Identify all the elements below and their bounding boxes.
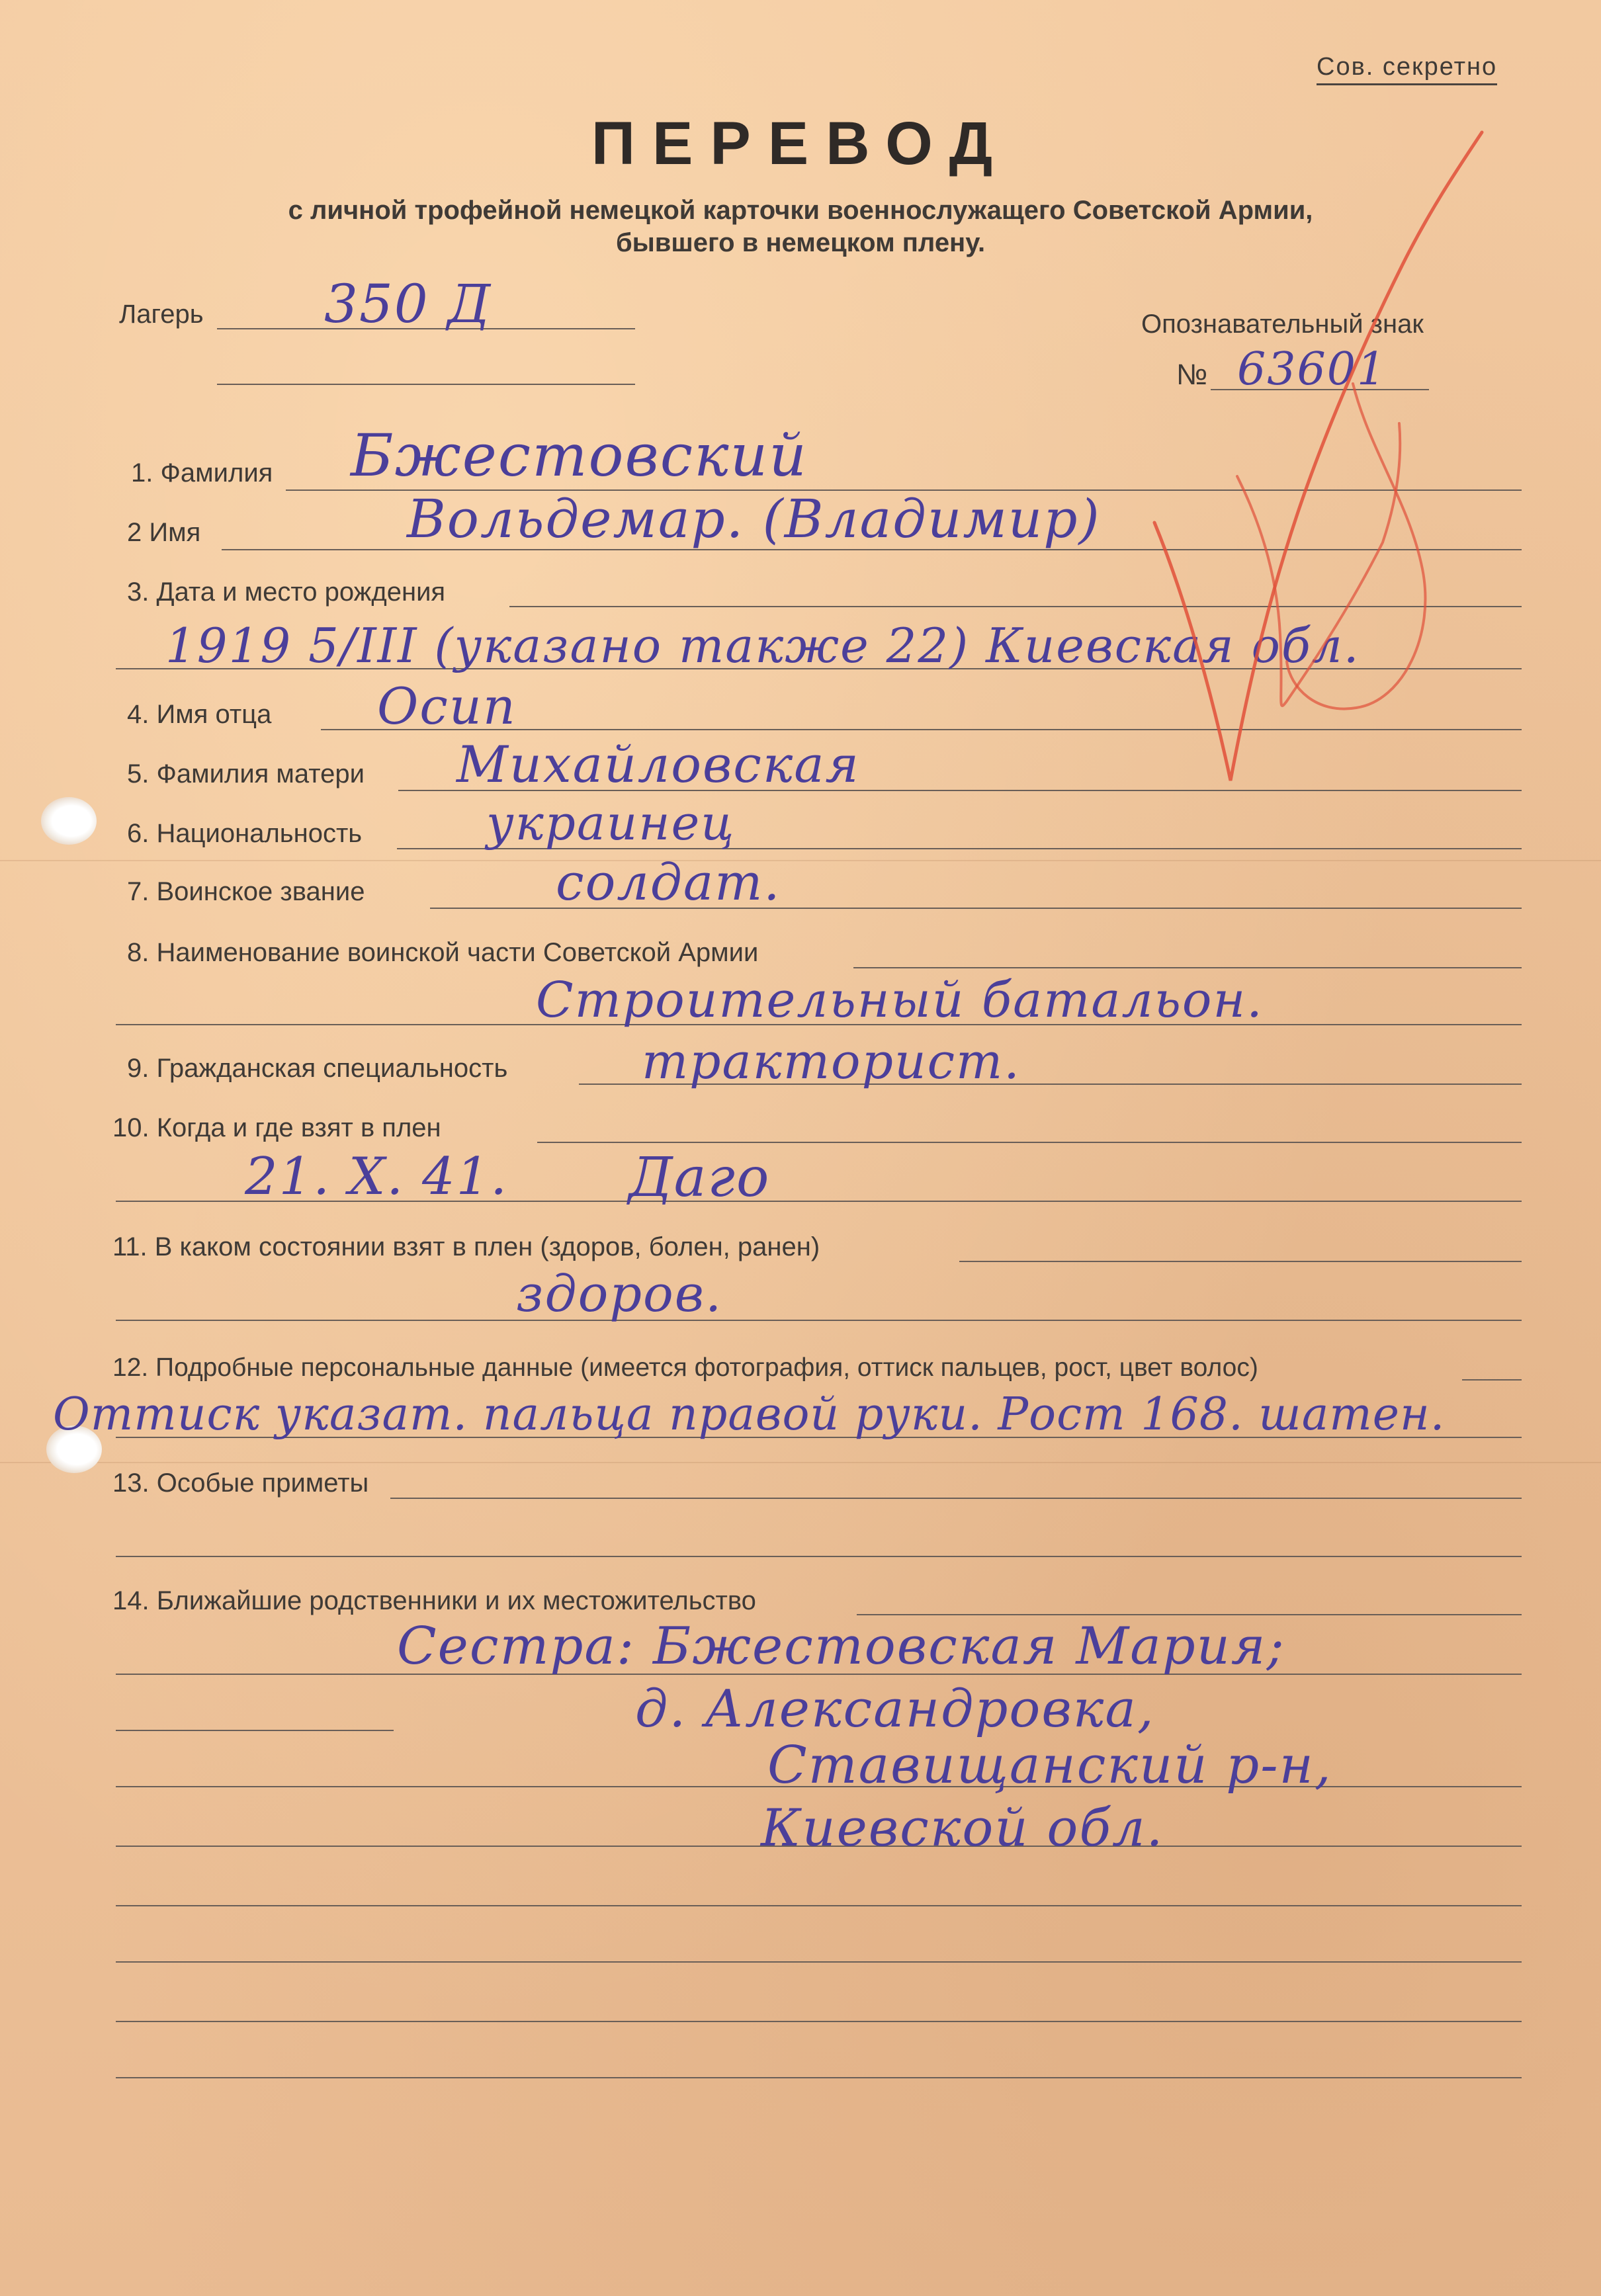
field-13-rule-2 <box>116 1556 1522 1557</box>
field-3-label: 3. Дата и место рождения <box>127 577 446 607</box>
field-14-label: 14. Ближайшие родственники и их местожительство <box>112 1586 756 1615</box>
field-12-label: 12. Подробные персональные данные (имеется фотография, оттиск пальцев, рост, цвет волос) <box>112 1353 1258 1382</box>
field-7-value: солдат. <box>556 853 781 912</box>
subtitle-line-2: бывшего в немецком плену. <box>615 228 986 257</box>
field-14-rule-9 <box>116 2077 1522 2078</box>
field-11-value: здоров. <box>516 1264 723 1323</box>
camp-label: Лагерь <box>119 300 204 329</box>
field-14-line-1: Сестра: Бжестовская Мария; <box>397 1617 1285 1676</box>
field-14-rule-7 <box>116 1961 1522 1963</box>
field-4-value: Осип <box>377 677 517 736</box>
field-8-value: Строительный батальон. <box>536 972 1264 1029</box>
punch-hole <box>41 797 97 845</box>
field-9-label: 9. Гражданская специальность <box>127 1054 508 1083</box>
field-10-place: Даго <box>628 1146 771 1209</box>
field-14-line-2: д. Александровка, <box>635 1679 1155 1739</box>
id-mark-number-sign: № <box>1176 359 1208 391</box>
field-10-label: 10. Когда и где взят в плен <box>112 1113 441 1142</box>
field-3-rule <box>509 606 1522 607</box>
field-2-value: Вольдемар. (Владимир) <box>407 488 1101 550</box>
paper-fold <box>0 1462 1601 1463</box>
camp-value: 350 Д <box>324 273 492 335</box>
document-title: ПЕРЕВОД <box>591 110 1010 177</box>
field-13-rule <box>390 1498 1522 1499</box>
field-10-date: 21. X. 41. <box>245 1147 509 1207</box>
camp-rule-2 <box>217 384 635 385</box>
field-14-rule-6 <box>116 1905 1522 1906</box>
field-13-label: 13. Особые приметы <box>112 1468 369 1498</box>
field-14-rule-8 <box>116 2021 1522 2022</box>
classification-stamp: Сов. секретно <box>1317 54 1497 85</box>
field-9-value: тракторист. <box>642 1033 1021 1090</box>
field-5-label: 5. Фамилия матери <box>127 759 365 788</box>
field-1-label: 1. Фамилия <box>131 458 273 488</box>
field-14-line-4: Киевской обл. <box>761 1799 1164 1858</box>
field-14-line-3: Ставищанский р-н, <box>767 1736 1332 1795</box>
field-2-label: 2 Имя <box>127 518 201 547</box>
field-12-value: Оттиск указат. пальца правой руки. Рост 168. шатен. <box>53 1388 1446 1441</box>
field-8-label: 8. Наименование воинской части Советской Армии <box>127 938 759 967</box>
field-4-label: 4. Имя отца <box>127 700 272 729</box>
field-12-rule <box>1462 1379 1522 1381</box>
field-3-value: 1919 5/III (указано также 22) Киевская обл. <box>165 618 1360 673</box>
paper-fold <box>0 860 1601 861</box>
id-mark-label: Опознавательный знак <box>1141 310 1424 339</box>
field-1-value: Бжестовский <box>351 421 808 489</box>
field-10-rule <box>537 1142 1522 1143</box>
id-mark-value: 63601 <box>1237 343 1387 396</box>
field-11-rule <box>959 1261 1522 1262</box>
field-14-rule-3 <box>116 1730 394 1731</box>
field-8-rule <box>853 967 1522 968</box>
field-7-label: 7. Воинское звание <box>127 877 365 906</box>
field-5-value: Михайловская <box>456 735 860 794</box>
field-14-rule <box>857 1614 1522 1615</box>
subtitle-line-1: с личной трофейной немецкой карточки военнослужащего Советской Армии, <box>288 196 1313 225</box>
field-6-label: 6. Национальность <box>127 819 363 848</box>
field-11-rule-2 <box>116 1320 1522 1321</box>
field-11-label: 11. В каком состоянии взят в плен (здоров, болен, ранен) <box>112 1232 820 1261</box>
field-6-value: украинец <box>486 795 736 851</box>
